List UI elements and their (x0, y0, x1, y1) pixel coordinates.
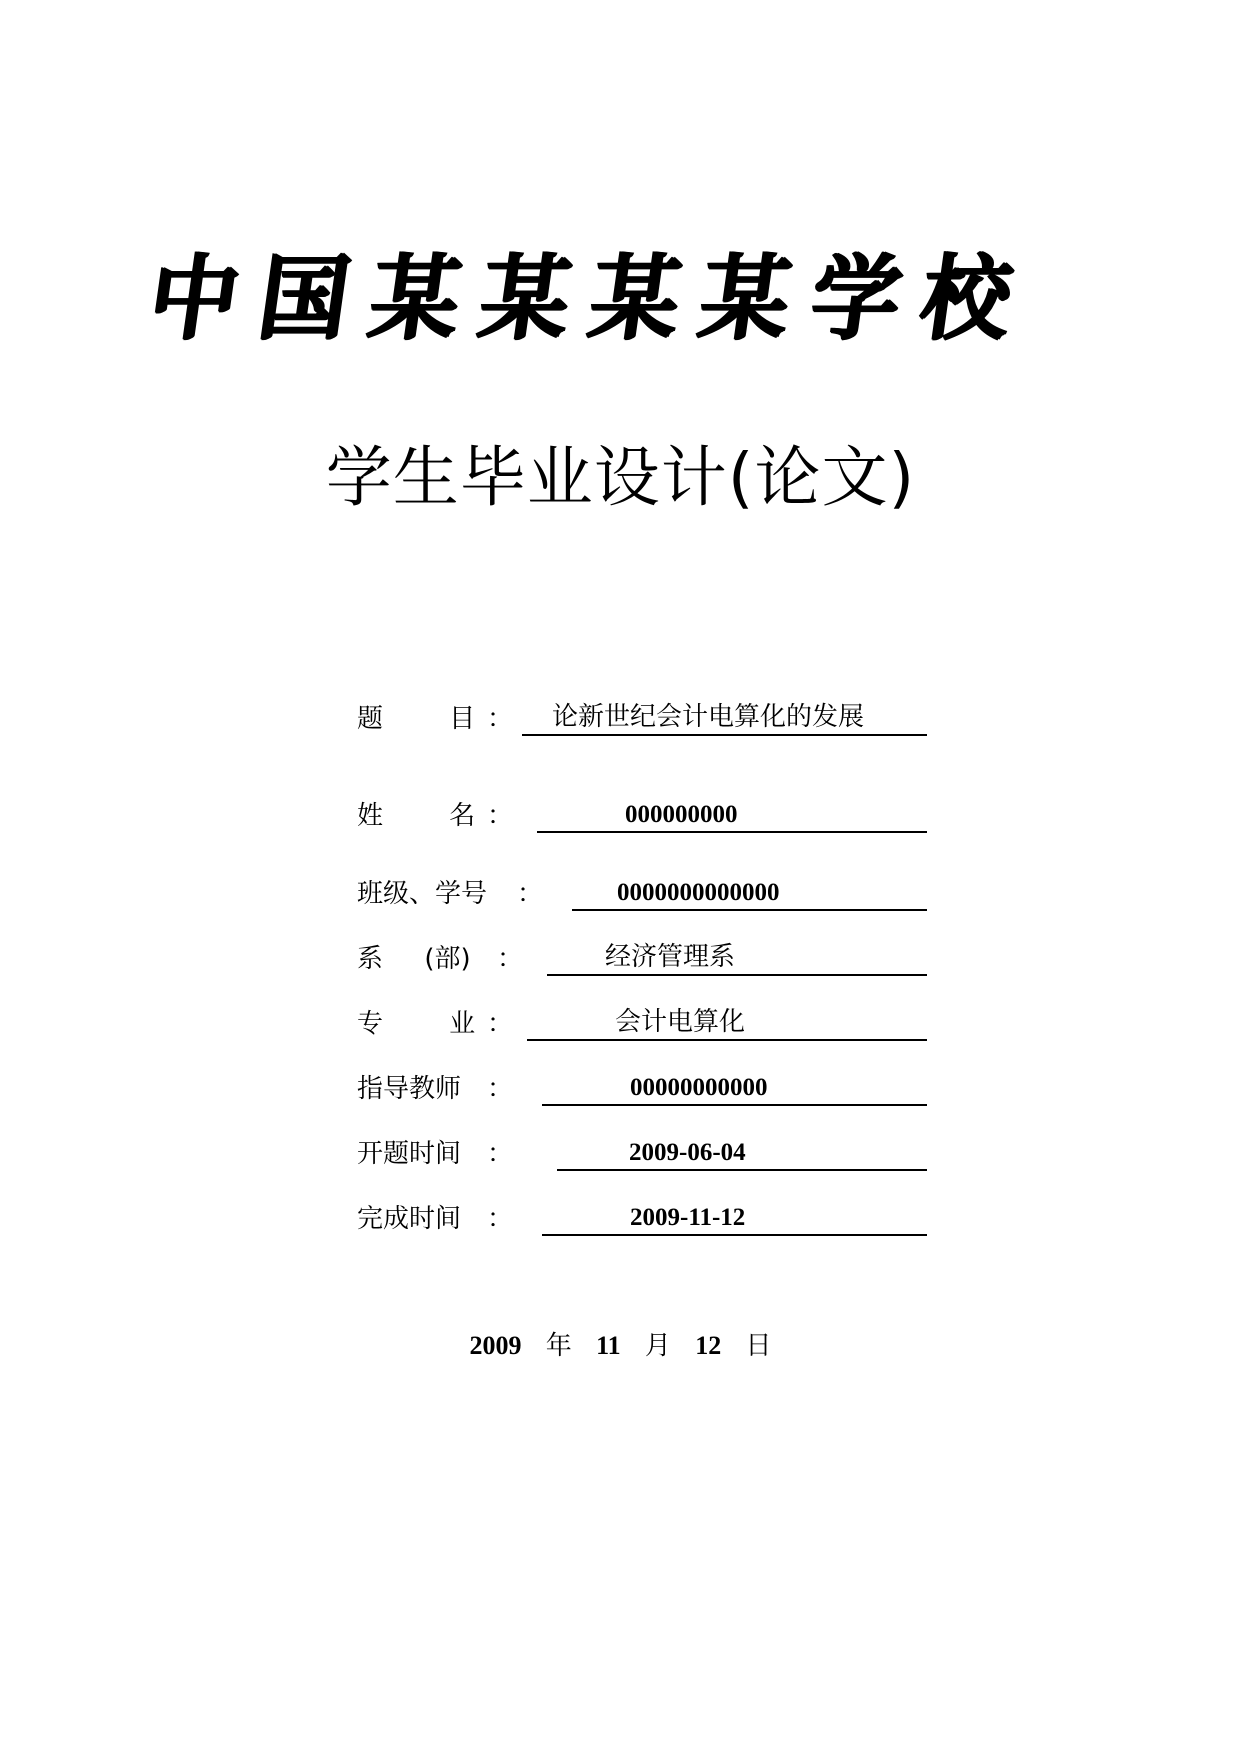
date-month-unit: 月 (644, 1331, 671, 1361)
start-date-field (557, 1129, 927, 1171)
start-date-colon: ： (487, 1139, 514, 1169)
school-name-char: 中 (142, 243, 246, 353)
department-colon: ： (497, 944, 524, 974)
form-row-department (357, 936, 927, 976)
major-field (527, 999, 927, 1041)
school-name-char: 校 (914, 243, 1018, 353)
school-name (142, 238, 1018, 358)
form-row-finish-date (357, 1196, 927, 1236)
form-row-advisor (357, 1066, 927, 1106)
class-id-colon: ： (517, 879, 544, 909)
finish-date-colon: ： (487, 1204, 514, 1234)
school-name-char: 某 (362, 243, 467, 353)
finish-date-label: 完成时间 (357, 1204, 462, 1234)
form-row-start-date (357, 1131, 927, 1171)
date-year-unit: 年 (545, 1331, 572, 1361)
start-date-value: 2009-06-04 (629, 1139, 746, 1166)
finish-date-value: 2009-11-12 (630, 1204, 746, 1231)
topic-colon: ： (487, 704, 514, 734)
advisor-label: 指导教师 (357, 1074, 462, 1104)
name-label: 姓 名 (357, 801, 476, 831)
name-colon: ： (487, 801, 514, 831)
advisor-colon: ： (487, 1074, 514, 1104)
major-value: 会计电算化 (615, 1007, 746, 1037)
class-id-value: 0000000000000 (617, 879, 780, 906)
form-row-name (357, 793, 927, 833)
school-name-char: 某 (693, 243, 798, 353)
advisor-field (542, 1064, 927, 1106)
date-year: 2009 (469, 1331, 522, 1360)
finish-date-field (542, 1194, 927, 1236)
start-date-label: 开题时间 (357, 1139, 462, 1169)
major-label: 专 业 (357, 1009, 476, 1039)
thesis-title: 学生毕业设计(论文) (325, 439, 916, 516)
date-month: 11 (596, 1331, 621, 1360)
department-value: 经济管理系 (605, 942, 736, 972)
school-name-char: 某 (473, 243, 577, 353)
school-name-char: 国 (252, 243, 356, 353)
topic-label: 题 目 (357, 704, 476, 734)
school-name-char: 某 (583, 243, 687, 353)
date-day-unit: 日 (745, 1331, 772, 1361)
topic-field (522, 694, 927, 736)
name-field (537, 791, 927, 833)
department-label: 系 (部) (357, 944, 471, 974)
form-row-major (357, 1001, 927, 1041)
document-date (0, 1333, 1241, 1359)
form-row-class-id (357, 871, 927, 911)
topic-value: 论新世纪会计电算化的发展 (552, 702, 865, 732)
school-name-char: 学 (804, 243, 908, 353)
department-field (547, 934, 927, 976)
major-colon: ： (487, 1009, 514, 1039)
name-value: 000000000 (625, 801, 738, 828)
class-id-label: 班级、学号 (357, 879, 488, 909)
advisor-value: 00000000000 (630, 1074, 768, 1101)
date-day: 12 (695, 1331, 722, 1360)
class-id-field (572, 869, 927, 911)
form-row-topic (357, 696, 927, 736)
